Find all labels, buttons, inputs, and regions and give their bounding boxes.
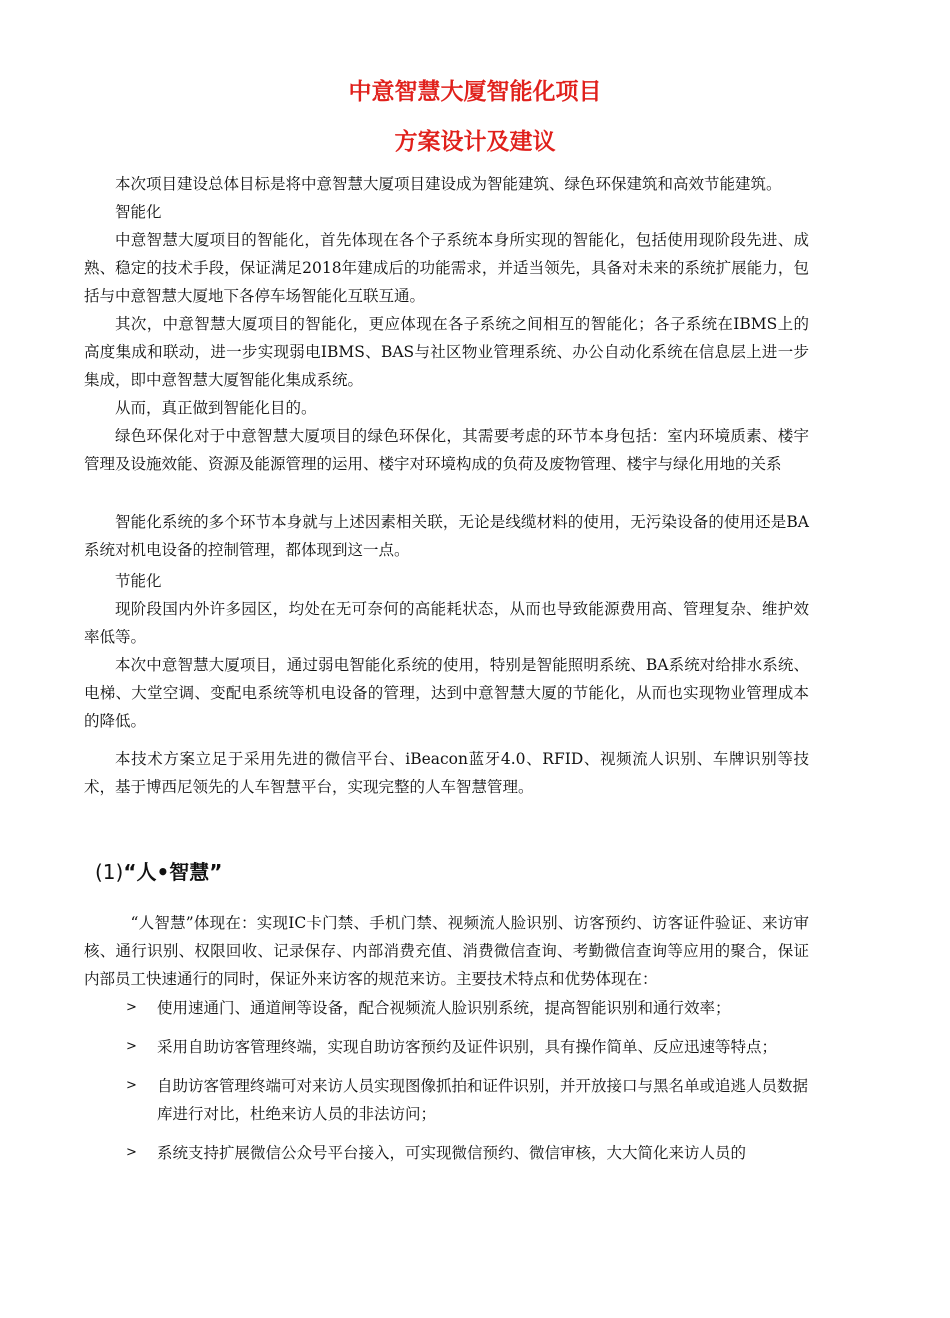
paragraph-tech: 本技术方案立足于采用先进的微信平台、iBeacon蓝牙4.0、RFID、视频流人识别、车牌识别等技术，基于博西尼领先的人车智慧平台，实现完整的人车智慧管理。 <box>84 750 809 796</box>
bullet-arrow-icon: > <box>126 1039 137 1054</box>
list-item <box>84 994 809 1022</box>
heading-energy: 节能化 <box>115 572 162 590</box>
section-heading <box>95 857 222 887</box>
list-item <box>84 1072 809 1128</box>
list-item-text: 采用自助访客管理终端，实现自助访客预约及证件识别，具有操作简单、反应迅速等特点； <box>157 1038 778 1056</box>
paragraph-intelligent-3: 从而，真正做到智能化目的。 <box>115 399 317 417</box>
list-item <box>84 1139 809 1167</box>
list-item <box>84 1033 809 1061</box>
bullet-arrow-icon: > <box>126 1078 137 1093</box>
list-item-text: 系统支持扩展微信公众号平台接入，可实现微信预约、微信审核，大大简化来访人员的 <box>157 1144 747 1162</box>
document-subtitle: 方案设计及建议 <box>394 129 556 155</box>
paragraph-goal: 本次项目建设总体目标是将中意智慧大厦项目建设成为智能建筑、绿色环保建筑和高效节能建筑。 <box>115 175 782 193</box>
paragraph-intelligent-1: 中意智慧大厦项目的智能化，首先体现在各个子系统本身所实现的智能化，包括使用现阶段先进、成熟、稳定的技术手段，保证满足2018年建成后的功能需求，并适当领先，具备对未来的系统扩展能力，包括与中意智慧大厦地下各停车场智能化互联互通。 <box>84 231 809 305</box>
section-title: “人•智慧” <box>123 860 223 884</box>
list-item-text: 使用速通门、通道闸等设备，配合视频流人脸识别系统，提高智能识别和通行效率； <box>157 999 731 1017</box>
paragraph-green-2: 智能化系统的多个环节本身就与上述因素相关联，无论是线缆材料的使用，无污染设备的使用还是BA系统对机电设备的控制管理，都体现到这一点。 <box>84 513 809 559</box>
paragraph-energy-2: 本次中意智慧大厦项目，通过弱电智能化系统的使用，特别是智能照明系统、BA系统对给排水系统、电梯、大堂空调、变配电系统等机电设备的管理，达到中意智慧大厦的节能化，从而也实现物业管理成本的降低。 <box>84 656 809 730</box>
paragraph-energy-1: 现阶段国内外许多园区，均处在无可奈何的高能耗状态，从而也导致能源费用高、管理复杂、维护效率低等。 <box>84 600 809 646</box>
bullet-list <box>84 994 809 1178</box>
paragraph-green: 绿色环保化对于中意智慧大厦项目的绿色环保化，其需要考虑的环节本身包括：室内环境质素、楼宇管理及设施效能、资源及能源管理的运用、楼宇对环境构成的负荷及废物管理、楼宇与绿化用地的关系 <box>84 427 809 473</box>
blank-line <box>84 478 809 506</box>
body-text <box>84 170 809 801</box>
bullet-arrow-icon: > <box>126 1000 137 1015</box>
bullet-arrow-icon: > <box>126 1145 137 1160</box>
section-number: (1) <box>95 860 124 884</box>
paragraph-intelligent-2: 其次，中意智慧大厦项目的智能化，更应体现在各子系统之间相互的智能化；各子系统在IBMS上的高度集成和联动，进一步实现弱电IBMS、BAS与社区物业管理系统、办公自动化系统在信息层上进一步集成，即中意智慧大厦智能化集成系统。 <box>84 315 809 389</box>
heading-intelligent: 智能化 <box>115 203 162 221</box>
list-item-text: 自助访客管理终端可对来访人员实现图像抓拍和证件识别，并开放接口与黑名单或追逃人员数据库进行对比，杜绝来访人员的非法访问； <box>157 1077 809 1123</box>
section-intro: “人智慧”体现在：实现IC卡门禁、手机门禁、视频流人脸识别、访客预约、访客证件验证、来访审核、通行识别、权限回收、记录保存、内部消费充值、消费微信查询、考勤微信查询等应用的聚合，保证内部员工快速通行的同时，保证外来访客的规范来访。主要技术特点和优势体现在： <box>84 914 809 988</box>
document-title: 中意智慧大厦智能化项目 <box>348 79 602 105</box>
